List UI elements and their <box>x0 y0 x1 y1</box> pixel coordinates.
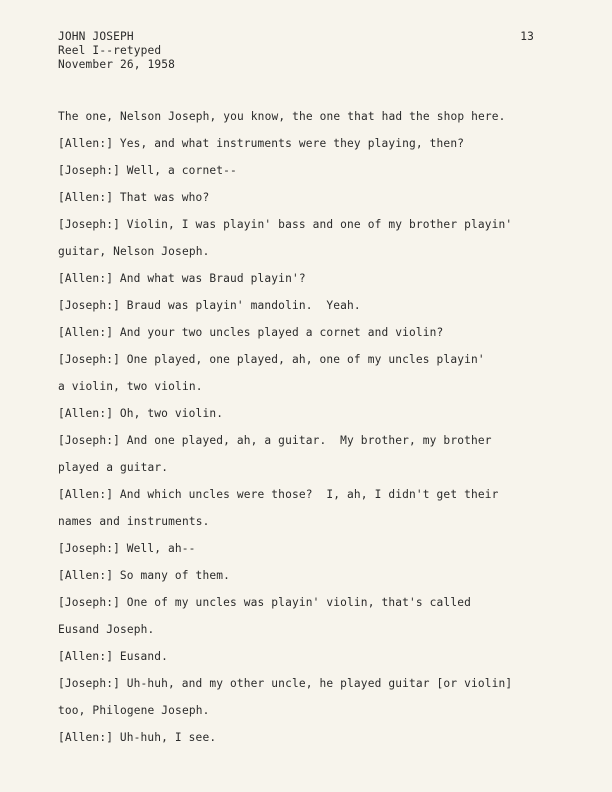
line-text: Eusand Joseph. <box>58 623 155 636</box>
speaker-label: [Allen:] <box>58 488 114 501</box>
line-text: One played, one played, ah, one of my uncles playin' <box>126 353 485 366</box>
document-header <box>58 30 175 72</box>
reel-info: Reel I--retyped <box>58 44 162 57</box>
speaker-label: [Joseph:] <box>58 542 120 555</box>
speaker-label: [Allen:] <box>58 731 114 744</box>
transcript-line <box>58 271 558 298</box>
speaker-label: [Allen:] <box>58 137 114 150</box>
transcript-line <box>58 190 558 217</box>
line-text: Uh-huh, I see. <box>119 731 217 744</box>
speaker-label: [Joseph:] <box>58 299 120 312</box>
line-text: Braud was playin' mandolin. Yeah. <box>126 299 361 312</box>
line-text: One of my uncles was playin' violin, that's called <box>126 596 471 609</box>
transcript-line <box>58 703 558 730</box>
transcript-line <box>58 298 558 325</box>
line-text: And what was Braud playin'? <box>119 272 306 285</box>
line-text: Eusand. <box>119 650 169 663</box>
transcript-line <box>58 217 558 244</box>
transcript-line <box>58 568 558 595</box>
line-text: And which uncles were those? I, ah, I didn't get their <box>119 488 499 501</box>
speaker-label: [Allen:] <box>58 326 114 339</box>
line-text: guitar, Nelson Joseph. <box>58 245 210 258</box>
transcript-line <box>58 622 558 649</box>
transcript-line <box>58 649 558 676</box>
line-text: Uh-huh, and my other uncle, he played guitar [or violin] <box>126 677 513 690</box>
speaker-label: [Allen:] <box>58 191 114 204</box>
line-text: That was who? <box>119 191 210 204</box>
line-text: names and instruments. <box>58 515 210 528</box>
transcript-line <box>58 433 558 460</box>
speaker-label: [Joseph:] <box>58 164 120 177</box>
transcript-line <box>58 541 558 568</box>
line-text: played a guitar. <box>58 461 169 474</box>
line-text: Well, ah-- <box>126 542 196 555</box>
page-number: 13 <box>520 30 534 43</box>
line-text: Violin, I was playin' bass and one of my brother playin' <box>126 218 513 231</box>
transcript-line <box>58 730 558 757</box>
transcript-line <box>58 676 558 703</box>
speaker-label: [Joseph:] <box>58 218 120 231</box>
interview-date: November 26, 1958 <box>58 58 176 71</box>
line-text: too, Philogene Joseph. <box>58 704 210 717</box>
transcript-body <box>58 109 558 757</box>
transcript-line <box>58 163 558 190</box>
line-text: And your two uncles played a cornet and violin? <box>119 326 444 339</box>
line-text: So many of them. <box>119 569 230 582</box>
transcript-line <box>58 379 558 406</box>
transcript-line <box>58 487 558 514</box>
line-text: And one played, ah, a guitar. My brother, my brother <box>126 434 492 447</box>
transcript-line <box>58 244 558 271</box>
interviewee-name: JOHN JOSEPH <box>58 30 134 43</box>
line-text: The one, Nelson Joseph, you know, the one that had the shop here. <box>58 110 506 123</box>
transcript-line <box>58 514 558 541</box>
speaker-label: [Joseph:] <box>58 353 120 366</box>
speaker-label: [Joseph:] <box>58 677 120 690</box>
speaker-label: [Allen:] <box>58 650 114 663</box>
transcript-line <box>58 325 558 352</box>
transcript-line <box>58 406 558 433</box>
line-text: Yes, and what instruments were they playing, then? <box>119 137 465 150</box>
speaker-label: [Joseph:] <box>58 596 120 609</box>
speaker-label: [Allen:] <box>58 407 114 420</box>
transcript-line <box>58 595 558 622</box>
line-text: Well, a cornet-- <box>126 164 237 177</box>
transcript-line <box>58 109 558 136</box>
transcript-line <box>58 136 558 163</box>
transcript-line <box>58 460 558 487</box>
speaker-label: [Joseph:] <box>58 434 120 447</box>
transcript-line <box>58 352 558 379</box>
speaker-label: [Allen:] <box>58 272 114 285</box>
line-text: a violin, two violin. <box>58 380 203 393</box>
speaker-label: [Allen:] <box>58 569 114 582</box>
line-text: Oh, two violin. <box>119 407 224 420</box>
